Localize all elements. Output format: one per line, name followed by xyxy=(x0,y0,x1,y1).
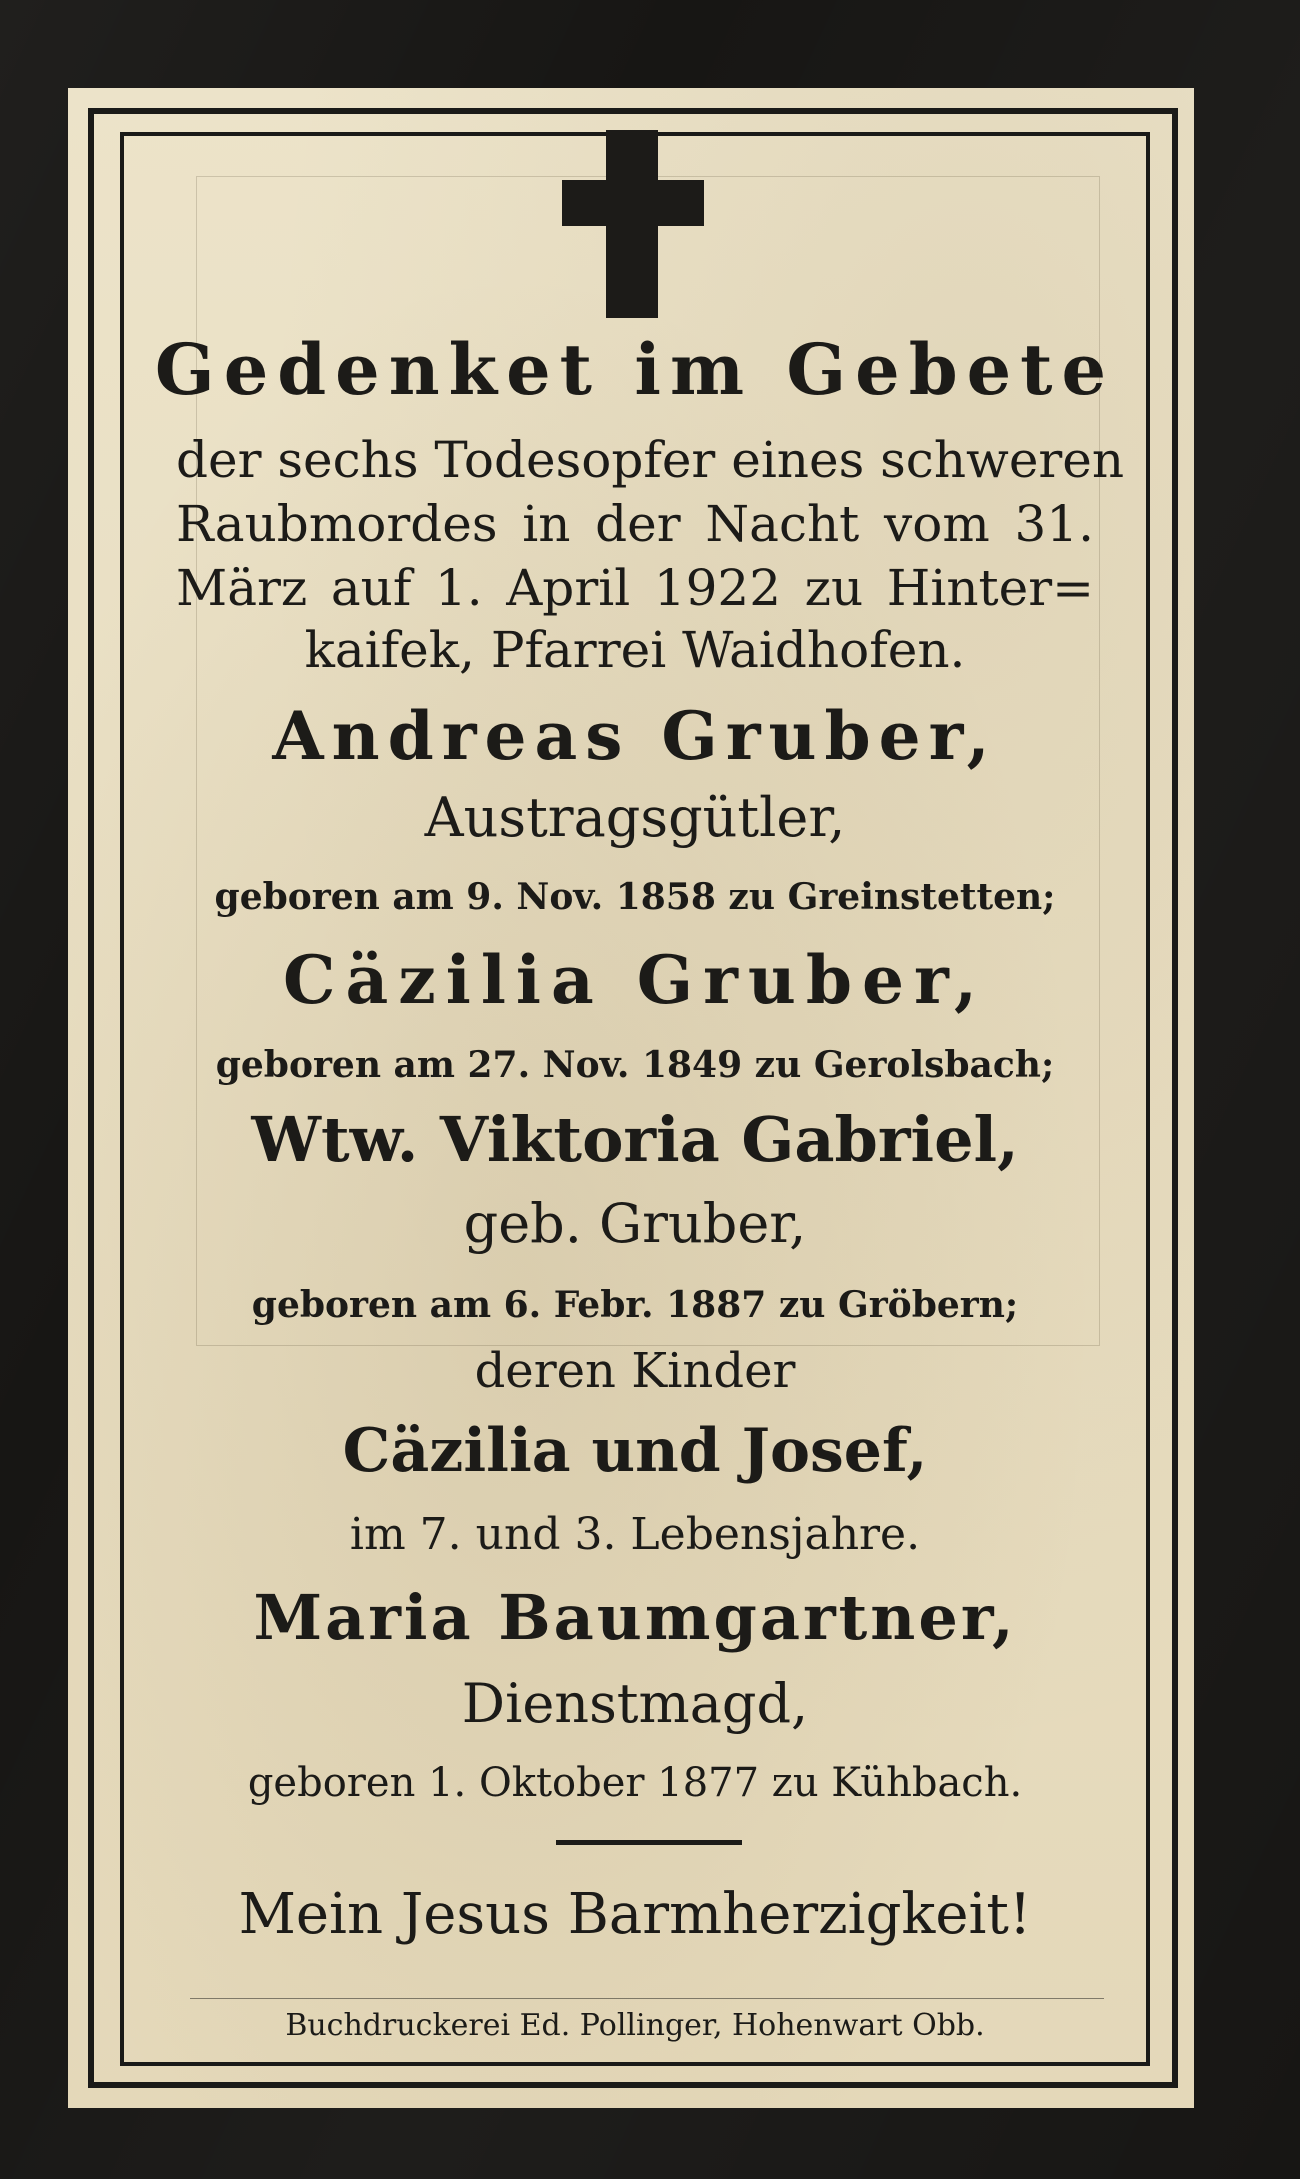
victim-role-maria: Dienstmagd, xyxy=(461,1672,809,1735)
intro-line-3: März auf 1. April 1922 zu Hinter= xyxy=(176,559,1094,617)
victim-birth-viktoria: geboren am 6. Febr. 1887 zu Gröbern; xyxy=(251,1284,1019,1326)
children-names: Cäzilia und Josef, xyxy=(342,1416,928,1486)
victim-name-viktoria: Wtw. Viktoria Gabriel, xyxy=(251,1103,1019,1176)
victim-birth-cazilia: geboren am 27. Nov. 1849 zu Gerolsbach; xyxy=(215,1044,1055,1086)
prayer-line: Mein Jesus Barmherzigkeit! xyxy=(238,1882,1032,1947)
children-intro: deren Kinder xyxy=(474,1343,796,1399)
intro-line-4: kaifek, Pfarrei Waidhofen. xyxy=(304,621,966,679)
intro-line-2: Raubmordes in der Nacht vom 31. xyxy=(176,495,1094,553)
victim-birth-maria: geboren 1. Oktober 1877 zu Kühbach. xyxy=(247,1760,1023,1806)
victim-role-andreas: Austragsgütler, xyxy=(424,786,846,849)
intro-line-1: der sechs Todesopfer eines schweren xyxy=(176,431,1125,489)
cross-icon-bar xyxy=(562,180,704,226)
children-age: im 7. und 3. Lebensjahre. xyxy=(349,1509,921,1560)
victim-name-cazilia: Cäzilia Gruber, xyxy=(283,941,987,1019)
victim-birth-andreas: geboren am 9. Nov. 1858 zu Greinstetten; xyxy=(214,876,1056,918)
victim-name-andreas: Andreas Gruber, xyxy=(272,697,998,775)
heading: Gedenket im Gebete xyxy=(154,328,1116,411)
printer-credit: Buchdruckerei Ed. Pollinger, Hohenwart Obb. xyxy=(285,2008,985,2043)
footer-rule xyxy=(190,1998,1104,1999)
victim-maiden-viktoria: geb. Gruber, xyxy=(463,1192,807,1255)
separator-rule xyxy=(556,1840,742,1845)
victim-name-maria: Maria Baumgartner, xyxy=(253,1581,1017,1654)
